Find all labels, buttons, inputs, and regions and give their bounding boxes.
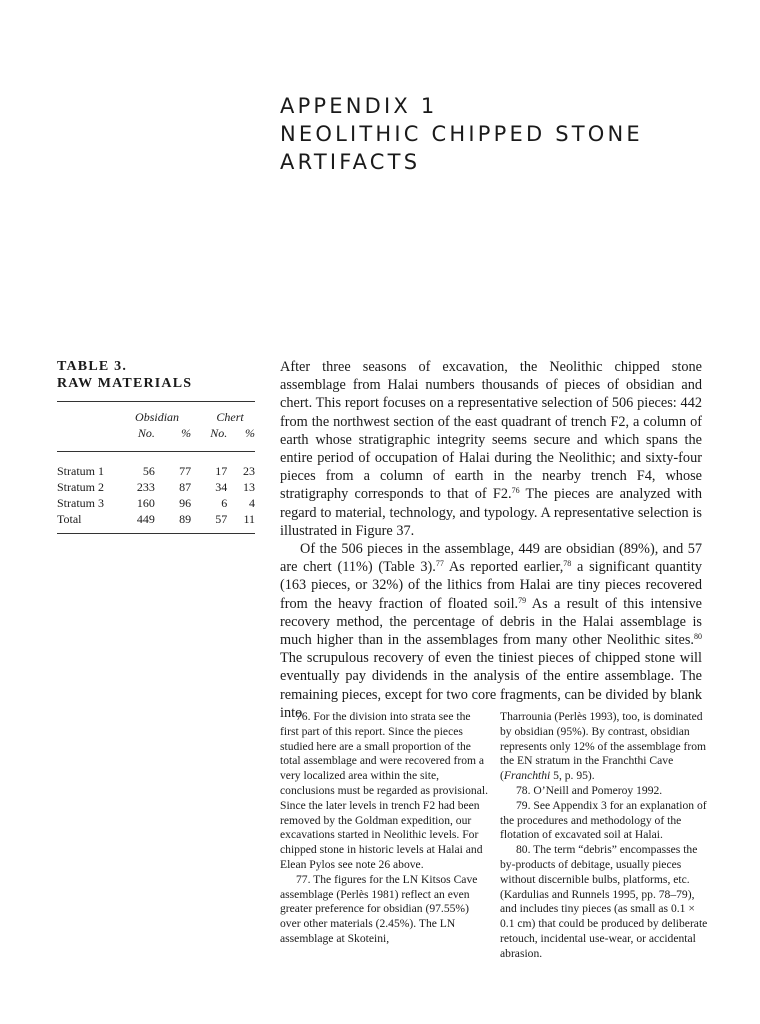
table-group-header (57, 409, 255, 425)
footnotes-left-column (280, 710, 490, 947)
table-row: Stratum 3 160 96 6 4 (57, 496, 255, 510)
table-row: Stratum 2 233 87 34 13 (57, 480, 255, 494)
table-row-total: Total 449 89 57 11 (57, 512, 255, 526)
paragraph-2: Of the 506 pieces in the assemblage, 449 are obsidian (89%), and 57 are chert (11%) (Table 3).$^{77}$ As reported earlier,$^{78}$ a significant quantity (163 pieces, or 32%) of the lithics from Halai are tiny pieces recovered from the heavy fraction of floated soil.$^{79}$ As a result of this intensive recovery method, the percentage of debris in the Halai assemblage is much higher than in the assemblages from many other Neolithic sites.$^{80}$ The scrupulous recovery of even the tiniest pieces of chipped stone will eventually pay dividends in the analysis of the entire assemblage. The remaining pieces, except for two core fragments, can be divided by blank into (280, 541, 702, 721)
title-line-2: NEOLITHIC CHIPPED STONE (280, 122, 643, 146)
obsidian-header: Obsidian (135, 410, 180, 424)
footnote-80: 80. The term “debris” encompasses the by-products of debitage, usually pieces without discernible bulbs, platforms, etc. (Kardulias and Runnels 1995, pp. 78–79), and includes tiny pieces (as small as 0.1 × 0.1 cm) that could be produced by deliberate retouch, incidental use-wear, or accidental abrasion. (500, 843, 708, 960)
chert-no-header: No. (210, 426, 228, 440)
footnote-77-continued: Tharrounia (Perlès 1993), too, is dominated by obsidian (95%). By contrast, obsidian represents only 12% of the assemblage from the EN stratum in the Franchthi Cave (Franchthi 5, p. 95). (500, 710, 707, 783)
chert-header: Chert (216, 410, 244, 424)
footnote-ref-80: 80 (694, 632, 702, 642)
appendix-title (280, 92, 720, 176)
footnote-76: 76. For the division into strata see the first part of this report. Since the pieces studied here are a small proportion of the total assemblage and were recovered from a very localized area within the site, conclusions must be regarded as provisional. Since the later levels in trench F2 had been removed by the Goldman expedition, our excavations started in Neolithic levels. For chipped stone in historic levels at Halai and Elean Pylos see note 26 above. (280, 710, 488, 871)
footnote-79: 79. See Appendix 3 for an explanation of the procedures and methodology of the flotation of excavated soil at Halai. (500, 798, 707, 842)
title-line-3: ARTIFACTS (280, 150, 421, 174)
table-subheader (57, 425, 255, 441)
table-bottom-rule (57, 533, 255, 534)
obsidian-pct-header: % (181, 426, 192, 440)
footnotes-right-column (500, 710, 710, 962)
footnote-ref-77: 77 (435, 559, 444, 569)
table-number: TABLE 3. (57, 359, 128, 374)
chert-pct-header: % (245, 426, 255, 440)
table-caption (57, 358, 257, 392)
paragraph-1: After three seasons of excavation, the Neolithic chipped stone assemblage from Halai numbers thousands of pieces of obsidian and chert. This report focuses on a representative selection of 506 pieces: 442 from the northwest section of the east quadrant of trench F2, a column of earth whose stratigraphic integrity seems secure and which spans the entire period of occupation of Halai during the Neolithic; and sixty-four pieces from a column of earth in the nearby trench F4, whose stratigraphy corresponds to that of F2.76 The pieces are analyzed with regard to material, technology, and typology. A representative selection is illustrated in Figure 37. (280, 359, 702, 539)
footnote-78: 78. O’Neill and Pomeroy 1992. (516, 783, 663, 797)
raw-materials-table (57, 409, 255, 527)
body-text (280, 358, 702, 722)
title-line-1: APPENDIX 1 (280, 94, 438, 118)
footnote-ref-76: 76 (511, 486, 520, 496)
footnote-ref-78: 78 (563, 559, 572, 569)
table-title: RAW MATERIALS (57, 376, 193, 391)
footnote-77: 77. The figures for the LN Kitsos Cave assemblage (Perlès 1981) reflect an even greater preference for obsidian (97.55%) over other materials (2.45%). The LN assemblage at Skoteini, (280, 872, 478, 945)
footnote-ref-79: 79 (518, 595, 527, 605)
table-row: Stratum 1 56 77 17 23 (57, 464, 255, 478)
obsidian-no-header: No. (137, 426, 155, 440)
table-top-rule (57, 401, 255, 402)
